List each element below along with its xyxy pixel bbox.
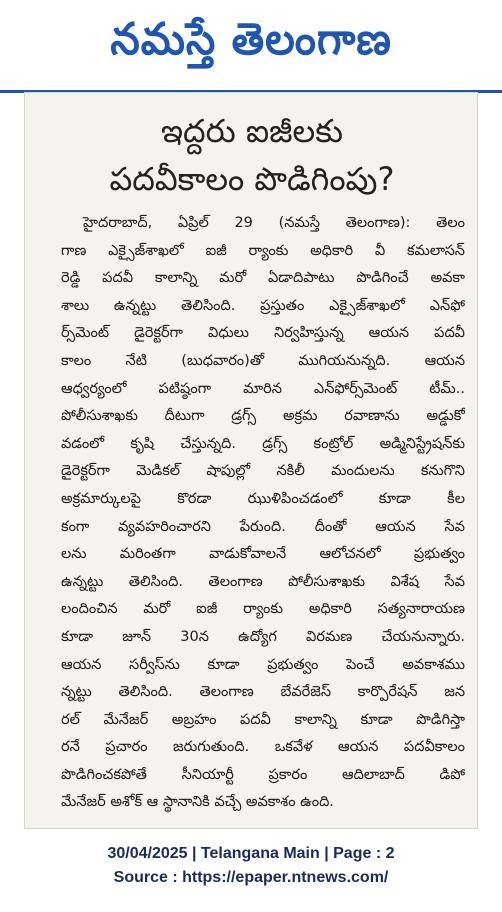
body-line: రెడ్డి పదవీ కాలాన్ని మరో ఏడాదిపాటు పొడిగించే అవకా [61, 270, 465, 287]
footer [0, 842, 502, 890]
footer-source: Source : https://epaper.ntnews.com/ [113, 869, 389, 886]
body-line: రల్ మేనేజర్ అబ్రహం పదవీ కాలాన్ని కూడా పొడిగిస్తా [61, 711, 465, 728]
article-body [61, 210, 465, 817]
body-line: కూడా జూన్ 30న ఉద్యోగ విరమణ చేయనున్నారు. [61, 628, 465, 645]
body-line: వడంలో కృషి చేస్తున్నది. డ్రగ్స్ కంట్రోల్ అడ్మినిస్ట్రేషన్‌కు [61, 435, 465, 452]
body-line: ఉన్నట్టు తెలిసింది. తెలంగాణ పోలీసుశాఖకు విశేష సేవ [61, 573, 465, 590]
body-line: లందించిన మరో ఐజీ ర్యాంకు అధికారి సత్యనారాయణ [61, 601, 465, 618]
body-line: అక్రమార్కులపై కొరడా ఝుళిపించడంలో కూడా కీల [61, 490, 465, 507]
body-line: గాణ ఎక్సైజ్‌శాఖలో ఐజీ ర్యాంకు అధికారి వీ కమలాసన్ [61, 242, 465, 259]
footer-meta: 30/04/2025 | Telangana Main | Page : 2 [107, 845, 395, 862]
body-line: పోలీసుశాఖకు దీటుగా డ్రగ్స్ అక్రమ రవాణాను అడ్డుకో [61, 408, 465, 425]
body-line: హైదరాబాద్, ఏప్రిల్ 29 (నమస్తే తెలంగాణ): తెలం [83, 215, 465, 231]
body-line: కాలం నేటి (బుధవారం)తో ముగియనున్నది. ఆయన [61, 352, 465, 369]
body-line: ర్స్‌మెంట్ డైరెక్టర్‌గా విధులు నిర్వహిస్తున్న ఆయన పదవీ [61, 325, 465, 342]
body-line: కంగా వ్యవహరించారని పేరుంది. దీంతో ఆయన సేవ [61, 518, 465, 535]
newspaper-logo-title: నమస్తే తెలంగాణ [110, 14, 392, 65]
headline-line: ఇద్దరు ఐజీలకు [161, 112, 343, 150]
headline-line: పదవీకాలం పొడిగింపు? [109, 160, 395, 198]
body-line: మేనేజర్ అశోక్ ఆ స్థానానికి వచ్చే అవకాశం ఉంది. [61, 794, 334, 811]
body-line: డైరెక్టర్‌గా మెడికల్ షాపుల్లో నకిలీ మందులను కనుగొని [61, 463, 465, 480]
body-line: రనే ప్రచారం జరుగుతుంది. ఒకవేళ ఆయన పదవీకాలం [61, 739, 465, 756]
article-headline [25, 107, 478, 203]
body-line: లను మరింతగా వాడుకోవాలనే ఆలోచనలో ప్రభుత్వం [61, 546, 465, 563]
body-line: శాలు ఉన్నట్టు తెలిసింది. ప్రస్తుతం ఎక్సైజ్‌శాఖలో ఎన్‌ఫో [61, 297, 465, 314]
body-line: ఆయన సర్వీస్‌ను కూడా ప్రభుత్వం పెంచే అవకాశము [61, 656, 465, 673]
masthead [0, 0, 502, 93]
body-line: న్నట్టు తెలిసింది. తెలంగాణ బేవరేజెస్ కార్పొరేషన్ జన [61, 684, 465, 701]
body-line: పొడిగించకపోతే సీనియార్టీ ప్రకారం ఆదిలాబాద్ డిపో [61, 766, 465, 783]
body-line: ఆధ్వర్యంలో పటిష్ఠంగా మారిన ఎన్‌ఫోర్స్‌మెంట్ టీమ్.. [61, 380, 465, 397]
article-clipping [24, 92, 478, 829]
